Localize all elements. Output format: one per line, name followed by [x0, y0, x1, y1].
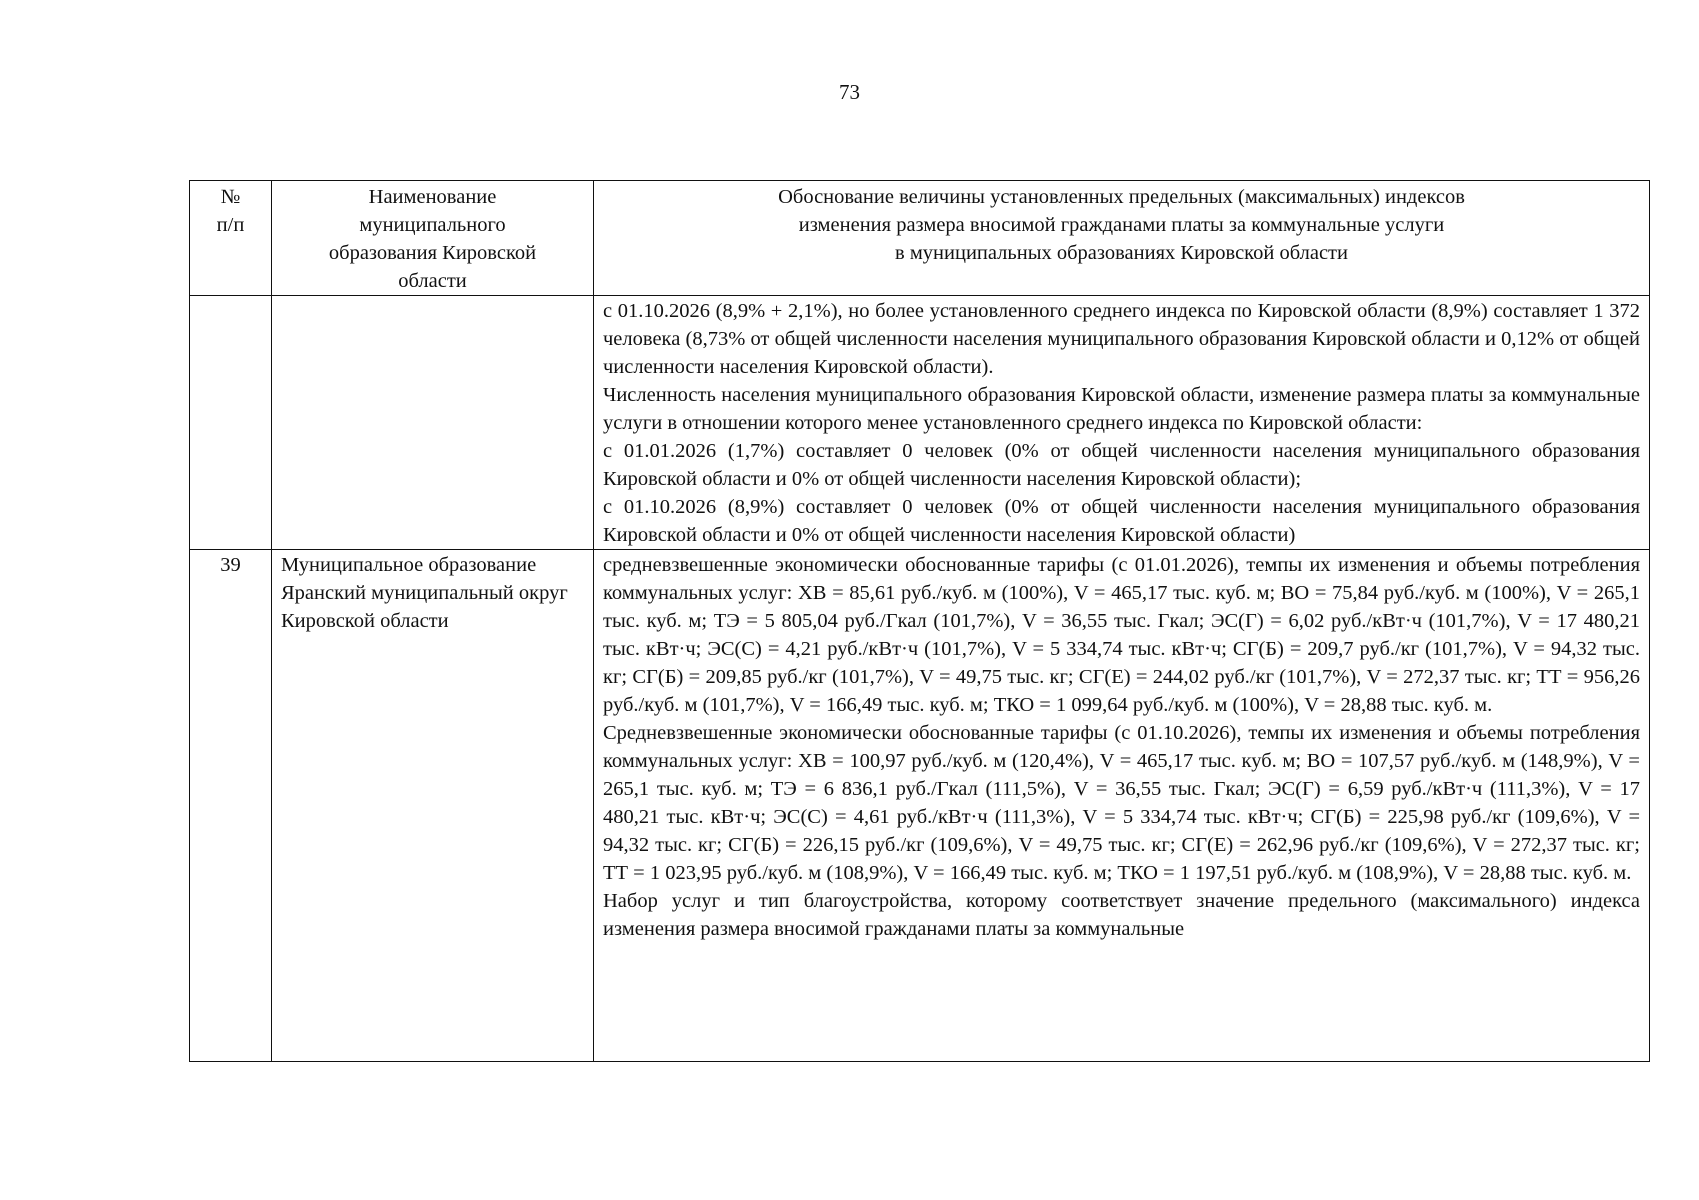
row-name-cell: Муниципальное образование Яранский муниципальный округ Кировской области: [272, 550, 594, 1062]
row-justification-cell: [594, 296, 1650, 550]
justification-continued-block: [603, 551, 1640, 1061]
row-number-cell: 39: [190, 550, 272, 1062]
justification-paragraph: с 01.10.2026 (8,9%) составляет 0 человек (0% от общей численности населения муниципального образования Кировской области и 0% от общей численности населения Кировской области): [603, 496, 1640, 546]
header-number: [190, 181, 272, 296]
header-name-line: Наименование: [368, 186, 497, 208]
tariff-index-table: [189, 180, 1650, 1062]
header-name-line: области: [398, 270, 467, 292]
header-number-line: п/п: [216, 214, 245, 236]
justification-paragraph: Набор услуг и тип благоустройства, которому соответствует значение предельного (максимального) индекса изменения размера вносимой гражданами платы за коммунальные: [603, 890, 1640, 940]
table-row: [190, 296, 1650, 550]
table-header-row: [190, 181, 1650, 296]
page-number: 73: [839, 80, 860, 104]
header-number-line: №: [220, 186, 241, 208]
header-name-line: муниципального: [359, 214, 506, 236]
header-justification-line: Обоснование величины установленных предельных (максимальных) индексов: [778, 186, 1465, 208]
header-name: [272, 181, 594, 296]
header-justification: [594, 181, 1650, 296]
justification-paragraph: средневзвешенные экономически обоснованные тарифы (с 01.01.2026), темпы их изменения и объемы потребления коммунальных услуг: ХВ = 85,61 руб./куб. м (100%), V = 465,17 тыс. куб. м; ВО = 75,84 руб./куб. м (100%), V = 265,1 тыс. куб. м; ТЭ = 5 805,04 руб./Гкал (101,7%), V = 36,55 тыс. Гкал; ЭС(Г) = 6,02 руб./кВт·ч (101,7%), V = 17 480,21 тыс. кВт·ч; ЭС(С) = 4,21 руб./кВт·ч (101,7%), V = 5 334,74 тыс. кВт·ч; СГ(Б) = 209,7 руб./кг (101,7%), V = 94,32 тыс. кг; СГ(Б) = 209,85 руб./кг (101,7%), V = 49,75 тыс. кг; СГ(Е) = 244,02 руб./кг (101,7%), V = 272,37 тыс. кг; ТТ = 956,26 руб./куб. м (101,7%), V = 166,49 тыс. куб. м; ТКО = 1 099,64 руб./куб. м (100%), V = 28,88 тыс. куб. м.: [603, 554, 1640, 716]
justification-paragraph: с 01.01.2026 (1,7%) составляет 0 человек (0% от общей численности населения муниципального образования Кировской области и 0% от общей численности населения Кировской области);: [603, 440, 1640, 490]
row-name-cell: [272, 296, 594, 550]
justification-paragraph: с 01.10.2026 (8,9% + 2,1%), но более установленного среднего индекса по Кировской области (8,9%) составляет 1 372 человека (8,73% от общей численности населения муниципального образования Кировской области и 0,12% от общей численности населения Кировской области).: [603, 300, 1640, 378]
justification-paragraph: Численность населения муниципального образования Кировской области, изменение размера платы за коммунальные услуги в отношении которого менее установленного среднего индекса по Кировской области:: [603, 384, 1640, 434]
table-row: [190, 550, 1650, 1062]
row-number-cell: [190, 296, 272, 550]
header-justification-line: изменения размера вносимой гражданами платы за коммунальные услуги: [798, 214, 1445, 236]
header-name-line: образования Кировской: [328, 242, 537, 264]
header-justification-line: в муниципальных образованиях Кировской области: [895, 242, 1348, 264]
justification-paragraph: Средневзвешенные экономически обоснованные тарифы (с 01.10.2026), темпы их изменения и объемы потребления коммунальных услуг: ХВ = 100,97 руб./куб. м (120,4%), V = 465,17 тыс. куб. м; ВО = 107,57 руб./куб. м (148,9%), V = 265,1 тыс. куб. м; ТЭ = 6 836,1 руб./Гкал (111,5%), V = 36,55 тыс. Гкал; ЭС(Г) = 6,59 руб./кВт·ч (111,3%), V = 17 480,21 тыс. кВт·ч; ЭС(С) = 4,61 руб./кВт·ч (111,3%), V = 5 334,74 тыс. кВт·ч; СГ(Б) = 225,98 руб./кг (109,6%), V = 94,32 тыс. кг; СГ(Б) = 226,15 руб./кг (109,6%), V = 49,75 тыс. кг; СГ(Е) = 262,96 руб./кг (109,6%), V = 272,37 тыс. кг; ТТ = 1 023,95 руб./куб. м (108,9%), V = 166,49 тыс. куб. м; ТКО = 1 197,51 руб./куб. м (108,9%), V = 28,88 тыс. куб. м.: [603, 722, 1640, 884]
row-justification-cell: [594, 550, 1650, 1062]
